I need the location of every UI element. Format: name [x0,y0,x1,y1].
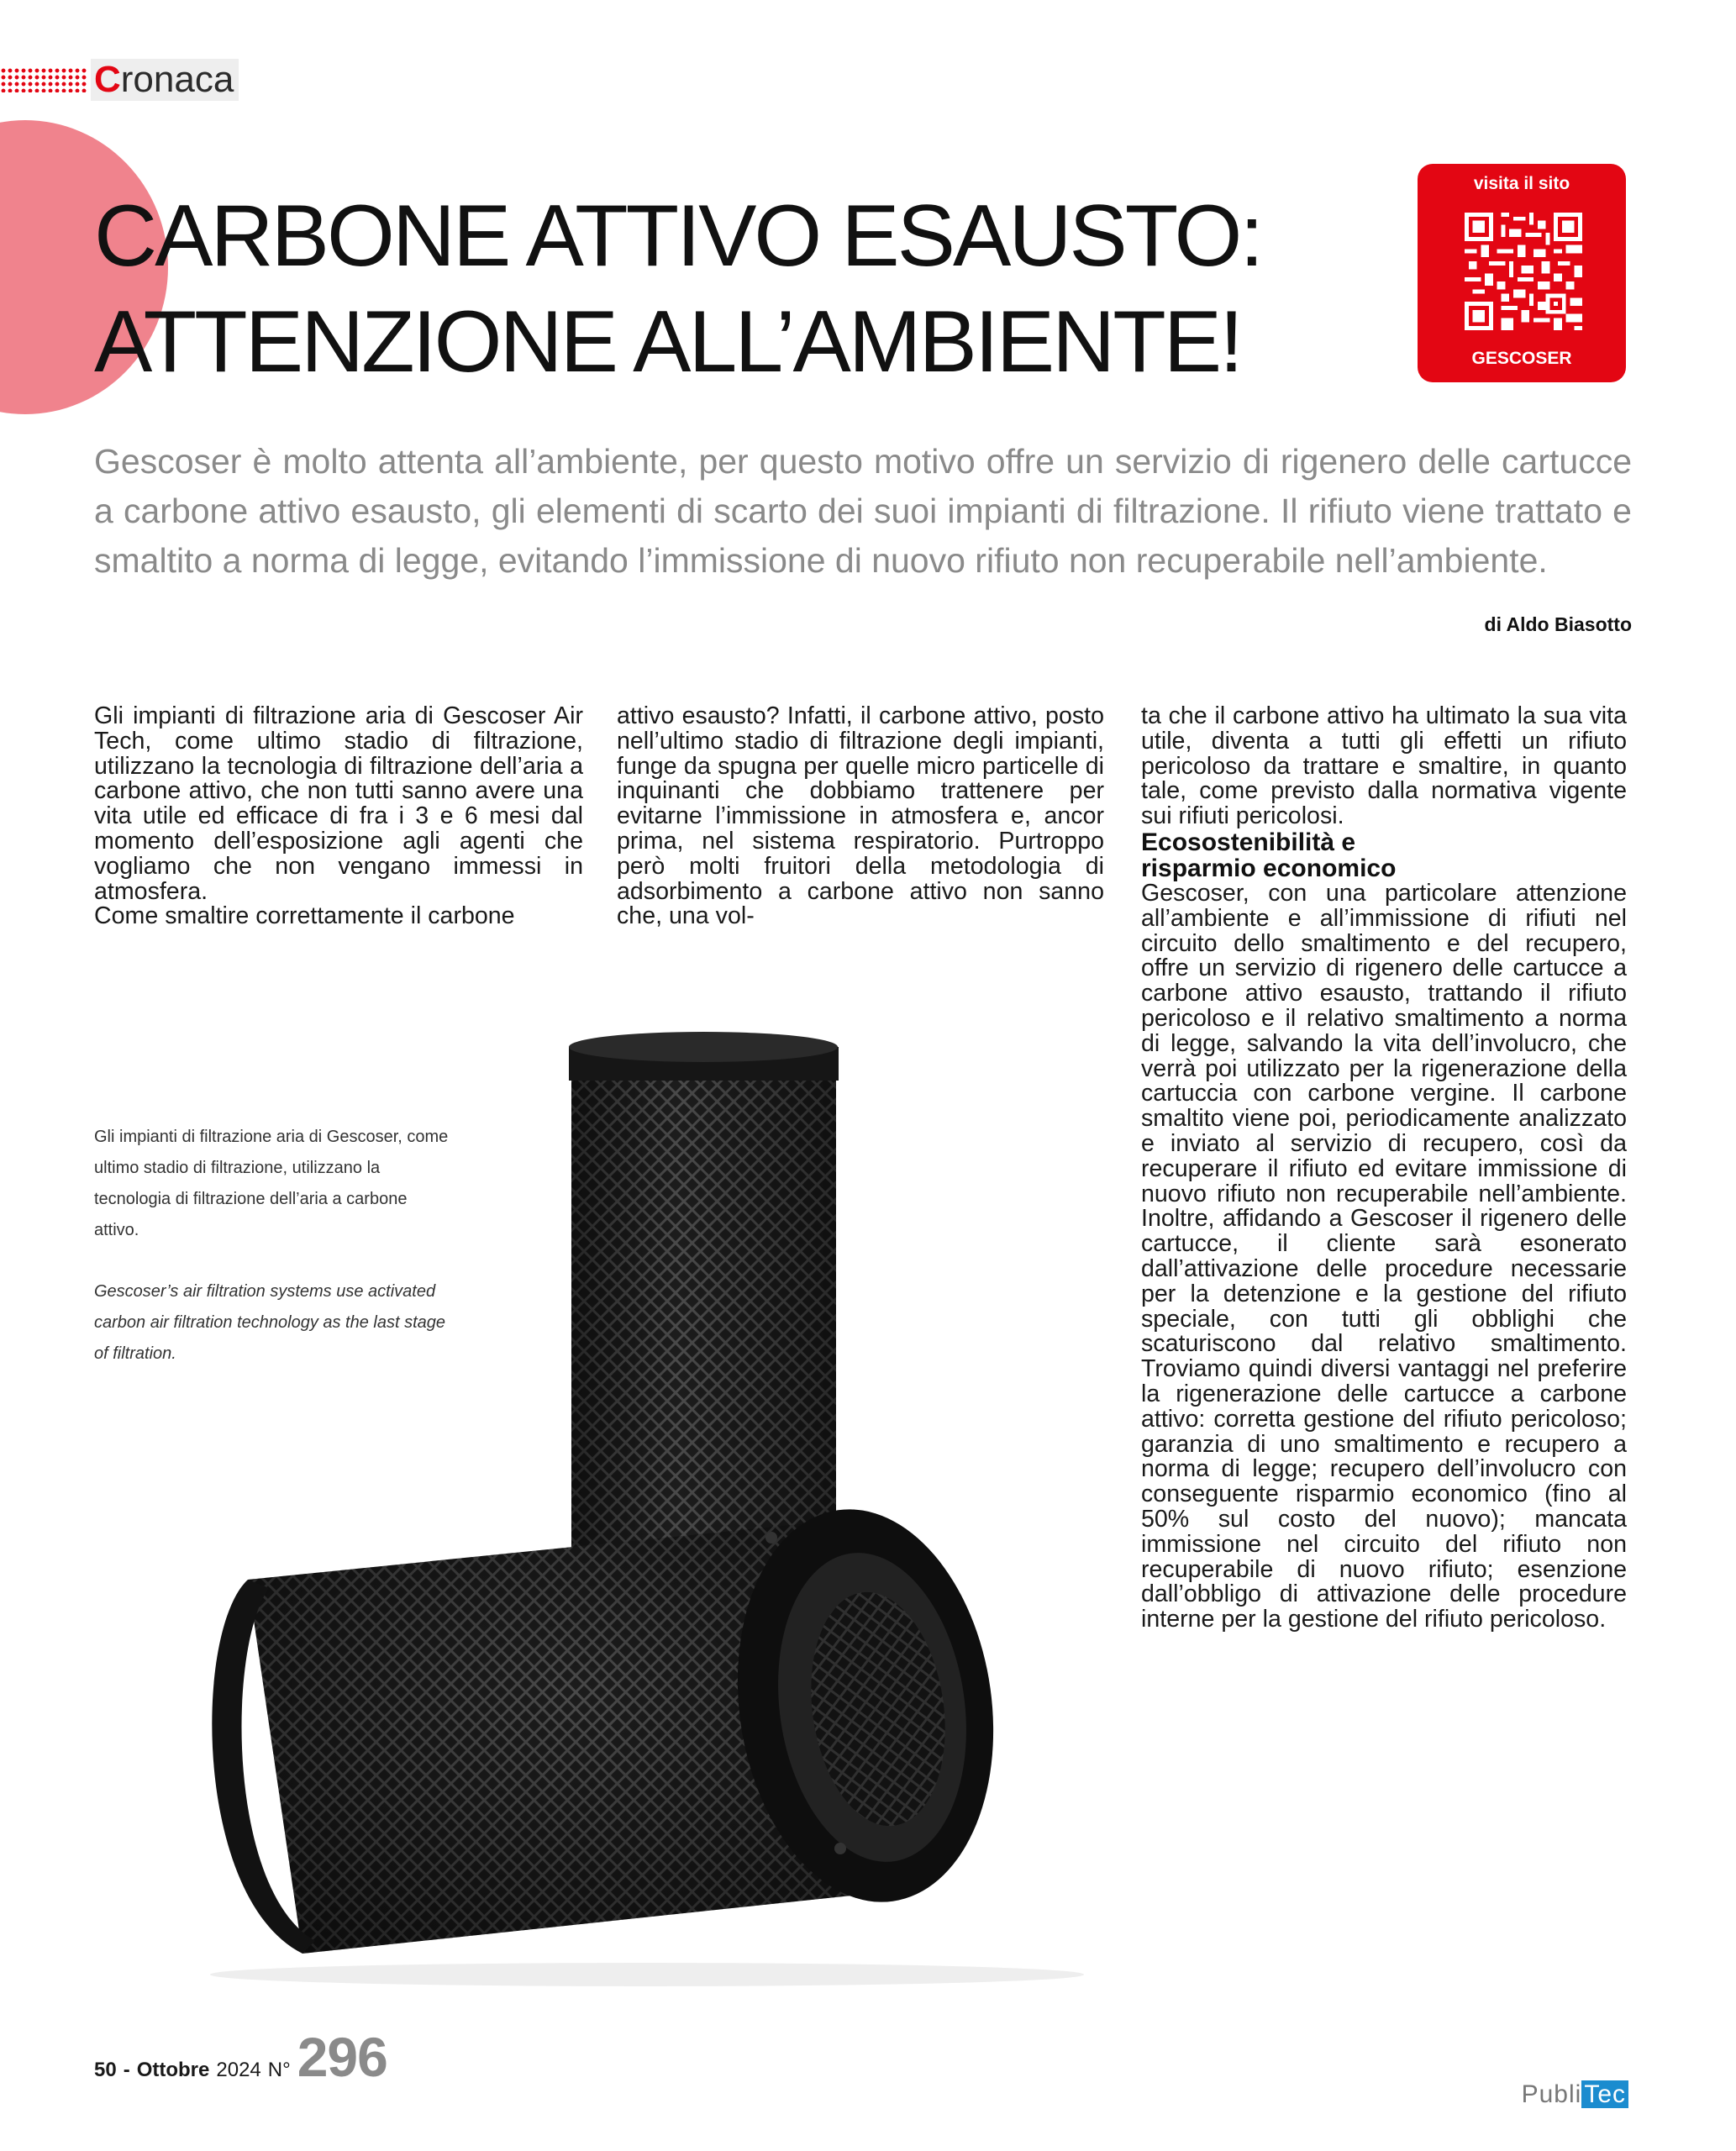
qr-caption: visita il sito [1473,174,1570,193]
text-column-1 [94,704,583,929]
article-author: di Aldo Biasotto [1484,613,1632,635]
page-footer [94,2025,387,2089]
footer-dash: - [123,2059,130,2081]
subheading: Ecosostenibilità e risparmio economico [1141,828,1397,882]
title-line-1: CARBONE ATTIVO ESAUSTO: [94,187,1262,285]
qr-visit-site-box[interactable] [1418,164,1626,382]
caption-italian: Gli impianti di filtrazione aria di Gescoser, come ultimo stadio di filtrazione, utilizzano la tecnologia di filtrazione dell’aria a carbone attivo. [94,1128,449,1239]
footer-issue-label: N° [267,2059,291,2081]
image-caption [94,1122,455,1370]
text-column-2 [617,704,1104,929]
footer-year: 2024 [216,2059,261,2081]
footer-month: Ottobre [136,2059,210,2081]
col2-paragraph: attivo esausto? Infatti, il carbone attivo, posto nell’ultimo stadio di filtrazione degli impianti, funge da spugna per quelle micro particelle di inquinanti che dobbiamo trattenere per evitarne l’immissione in atmosfera e, ancor prima, nel sistema respiratorio. Purtroppo però molti fruitori della metodologia di adsorbimento a carbone attivo non sanno che, una vol- [617,702,1104,930]
col3-paragraph-2: Gescoser, con una particolare attenzione all’ambiente e all’immissione di rifiuti nel circuito dello smaltimento e del recupero, offre un servizio di rigenero delle cartucce a carbone attivo esausto, trattando il rifiuto pericoloso e il relativo smaltimento a norma di legge, salvando la vita dell’involucro, che verrà poi utilizzato per la rigenerazione della cartuccia con carbone vergine. Il carbone smaltito viene poi, periodicamente analizzato e inviato al servizio di recupero, così da recuperare il rifiuto ed evitare immissione di nuovo rifiuto non recuperabile nell’ambiente. Inoltre, affidando a Gescoser il rigenero delle cartucce, il cliente sarà esonerato dall’attivazione delle procedure necessarie per la detenzione e la gestione del rifiuto speciale, con tutti gli obblighi che scaturiscono dal relativo smaltimento. Troviamo quindi diversi vantaggi nel preferire la rigenerazione delle cartucce a carbone attivo: corretta gestione del rifiuto pericoloso; garanzia di uno smaltimento e recupero a norma di legge; recupero dell’involucro con conseguente risparmio economico (fino al 50% sul costo del nuovo); mancata immissione nel circuito del rifiuto non recuperabile di nuovo rifiuto; esenzione dall’obbligo di attivazione delle procedure interne per la gestione del rifiuto pericoloso. [1141,879,1627,1633]
page-number: 50 [94,2059,117,2081]
publitec-logo: Publi Tec [1522,2080,1628,2109]
article-title [94,183,1355,395]
col1-paragraph: Gli impianti di filtrazione aria di Gescoser Air Tech, come ultimo stadio di filtrazione, utilizzano la tecnologia di filtrazione dell’aria a carbone attivo, che non tutti sanno avere una vita utile ed efficace di fra i 3 e 6 mesi dal momento dell’esposizione agli agenti che vogliamo che non vengano immessi in atmosfera. [94,702,583,905]
footer-issue-number: 296 [297,2026,387,2088]
section-header [0,59,239,101]
qr-code-icon[interactable] [1465,213,1582,330]
col1-paragraph-2: Come smaltire correttamente il carbone [94,902,515,930]
article-intro: Gescoser è molto attenta all’ambiente, per questo motivo offre un servizio di rigenero delle cartucce a carbone attivo esausto, gli elementi di scarto dei suoi impianti di filtrazione. Il rifiuto viene trattato e smaltito a norma di legge, evitando l’immissione di nuovo rifiuto non recuperabile nell’ambiente. [94,442,1632,580]
title-line-2: ATTENZIONE ALL’AMBIENTE! [94,293,1242,391]
section-dots-decoration [0,67,87,92]
caption-english: Gescoser’s air filtration systems use activated carbon air filtration technology as the last stage of filtration. [94,1282,446,1363]
text-column-3 [1141,704,1627,1633]
qr-brand-label: GESCOSER [1471,349,1572,368]
section-label: Cronaca [91,59,239,101]
col3-paragraph: ta che il carbone attivo ha ultimato la sua vita utile, diventa a tutti gli effetti un rifiuto pericoloso da trattare e smaltire, in quanto tale, come previsto dalla normativa vigente sui rifiuti pericolosi. [1141,702,1627,830]
